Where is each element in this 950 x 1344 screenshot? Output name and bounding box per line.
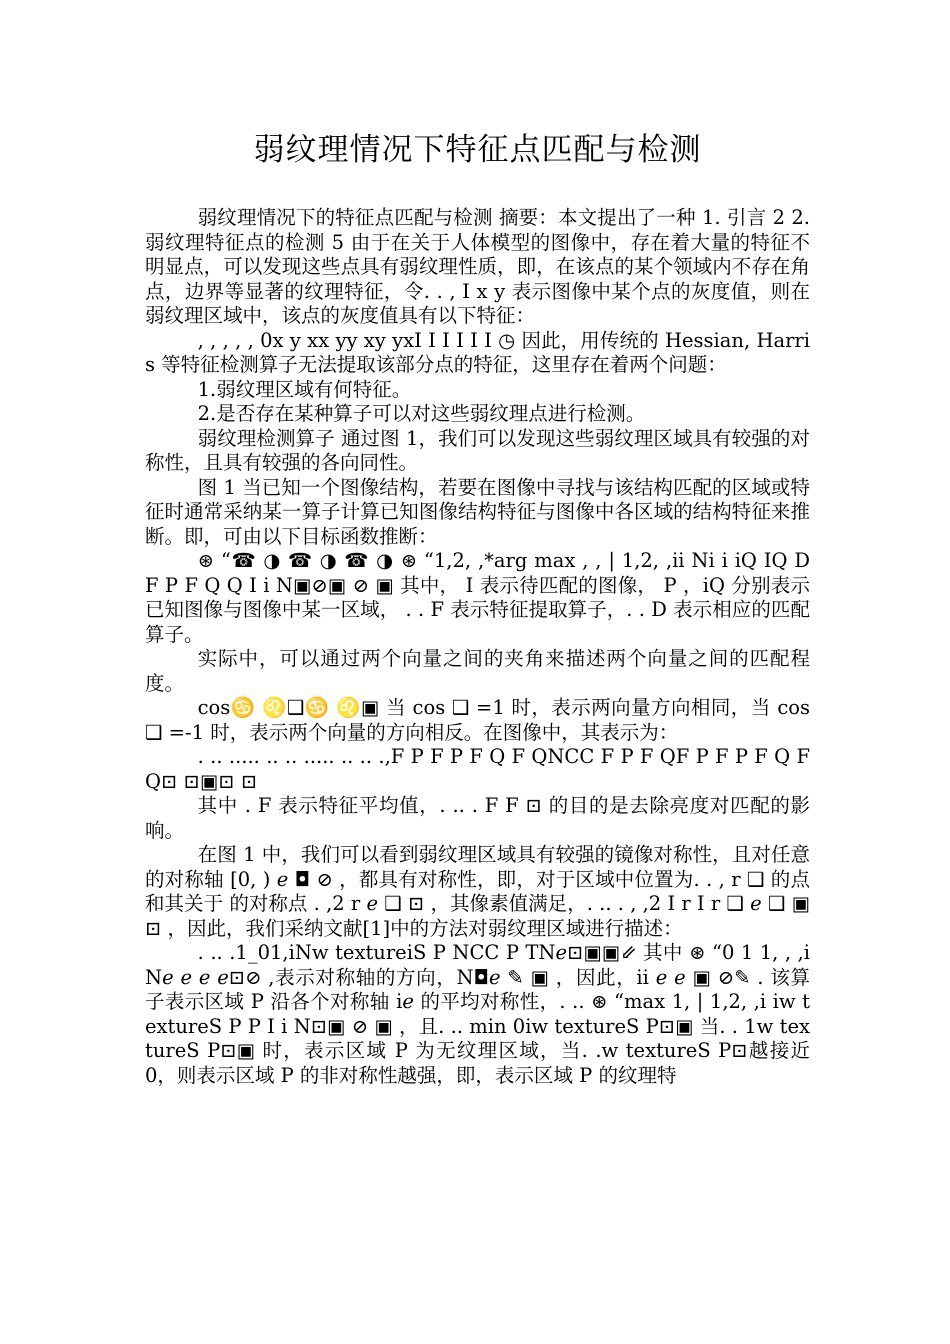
document-body [145,206,810,1088]
paragraph-vector-angle: 实际中，可以通过两个向量之间的夹角来描述两个向量之间的匹配程度。 [145,647,810,695]
paragraph-gradient-features: , , , , , 0x y xx yy xy yxI I I I I I ◷ 因此，用传统的 Hessian, Harris 等特征检测算子无法提取该部分点的特征，这里存在着两个问题： [145,328,810,376]
paragraph-cosine: cos♋ ♌❑♋ ♌▣ 当 cos ❑ =1 时，表示两向量方向相同，当 cos ❑ =-1 时，表示两个向量的方向相反。在图像中，其表示为： [145,696,810,744]
document-title: 弱纹理情况下特征点匹配与检测 [253,132,702,168]
paragraph-texture-operator: . .. .1_01,iNw textureiS P NCC P TNℯ⊡▣▣⇙ 其中 ⊛ “0 1 1, , ,i Nℯ ℯ ℯ ℯ⊡⊘ ,表示对称轴的方向，N◘ℯ ✎ ▣ ，因此，ii ℯ ℯ ▣ ⊘✎ . 该算子表示区域 P 沿各个对称轴 iℯ 的平均对称性，. .. ⊛ “max 1, | 1,2, ,i iw textureS P P I i N⊡▣ ⊘ ▣ ，且. .. min 0iw textureS P⊡▣ 当. . 1w textureS P⊡▣ 时，表示区域 P 为无纹理区域，当. .w textureS P⊡越接近 0，则表示区域 P 的非对称性越强，即，表示区域 P 的纹理特 [145,941,810,1087]
paragraph-ncc-formula: . .. ..... .. .. ..... .. .. .,F P F P F Q F QNCC F P F QF P F P F Q F Q⊡ ⊡▣⊡ ⊡ [145,745,810,793]
paragraph-detection-operator: 弱纹理检测算子 通过图 1，我们可以发现这些弱纹理区域具有较强的对称性，且具有较强的各向同性。 [145,426,810,474]
paragraph-mean-feature: 其中 . F 表示特征平均值，. .. . F F ⊡ 的目的是去除亮度对匹配的影响。 [145,794,810,842]
paragraph-objective-function: ⊛ “☎ ◑ ☎ ◑ ☎ ◑ ⊛ “1,2, ,*arg max , , | 1,2, ,ii Ni i iQ IQ D F P F Q Q I i N▣⊘▣ ⊘ ▣ 其中， I 表示待匹配的图像， P ，iQ 分别表示已知图像与图像中某一区域， . . F 表示特征提取算子，. . D 表示相应的匹配算子。 [145,549,810,646]
paragraph-figure-1: 图 1 当已知一个图像结构，若要在图像中寻找与该结构匹配的区域或特征时通常采纳某一算子计算已知图像结构特征与图像中各区域的结构特征来推断。即，可由以下目标函数推断： [145,475,810,548]
paragraph-mirror-symmetry: 在图 1 中，我们可以看到弱纹理区域具有较强的镜像对称性，且对任意的对称轴 [0, ) ℯ ◘ ⊘ ，都具有对称性，即，对于区域中位置为. . , r ❑ 的点和其关于 的对称点 . ,2 r ℯ ❑ ⊡ ，其像素值满足，. .. . , ,2 I r I r ❑ ℯ ❑ ▣ ⊡ ，因此，我们采纳文献[1]中的方法对弱纹理区域进行描述： [145,843,810,940]
paragraph-abstract-intro: 弱纹理情况下的特征点匹配与检测 摘要：本文提出了一种 1. 引言 2 2. 弱纹理特征点的检测 5 由于在关于人体模型的图像中，存在着大量的特征不明显点，可以发现这些点具有弱纹理性质，即，在该点的某个领域内不存在角点，边界等显著的纹理特征，令. . , I x y 表示图像中某个点的灰度值，则在弱纹理区域中，该点的灰度值具有以下特征： [145,206,810,327]
paragraph-question-1: 1.弱纹理区域有何特征。 [197,377,412,401]
paragraph-question-2: 2.是否存在某种算子可以对这些弱纹理点进行检测。 [197,402,646,425]
